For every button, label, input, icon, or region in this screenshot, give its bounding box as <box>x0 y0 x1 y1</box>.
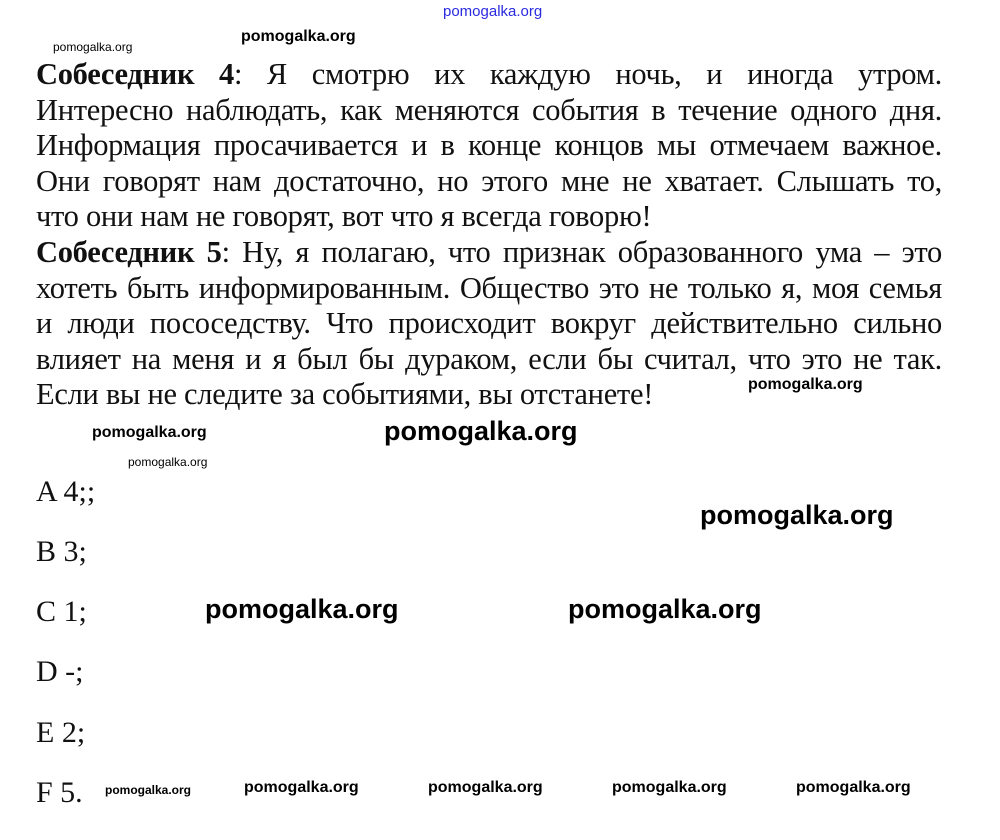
dialogue-text <box>36 57 942 413</box>
watermark: pomogalka.org <box>105 783 192 797</box>
watermark: pomogalka.org <box>428 779 543 796</box>
watermark: pomogalka.org <box>92 424 207 441</box>
answer-a: A 4;; <box>36 475 96 508</box>
watermark: pomogalka.org <box>796 779 911 796</box>
paragraph-line: что они нам не говорят, вот что я всегда говорю! <box>36 199 652 234</box>
paragraph-line: влияет на меня и я был бы дураком, если бы считал, что это не так. <box>36 341 942 376</box>
watermark: pomogalka.org <box>205 594 399 624</box>
paragraph-line: и люди пососедству. Что происходит вокруг действительно сильно <box>36 306 942 341</box>
watermark: pomogalka.org <box>53 40 133 54</box>
watermark: pomogalka.org <box>700 500 894 530</box>
watermark: pomogalka.org <box>612 779 727 796</box>
watermark: pomogalka.org <box>244 779 359 796</box>
watermark: pomogalka.org <box>748 376 863 393</box>
speaker-4-label: Собеседник 4 <box>36 57 234 91</box>
answer-b: B 3; <box>36 535 87 568</box>
paragraph-line: Собеседник 5: Ну, я полагаю, что признак образованного ума – это <box>36 234 942 269</box>
answer-c: C 1; <box>36 595 87 628</box>
paragraph-line: хотеть быть информированным. Общество это не только я, моя семья <box>36 270 942 305</box>
paragraph-line: Интересно наблюдать, как меняются события в течение одного дня. <box>36 92 942 127</box>
speaker-5-label: Собеседник 5 <box>36 234 222 269</box>
paragraph-line: Информация просачивается и в конце концов мы отмечаем важное. <box>36 128 942 163</box>
paragraph-line: Собеседник 4: Я смотрю их каждую ночь, и иногда утром. <box>36 57 942 91</box>
answer-d: D -; <box>36 655 84 688</box>
answer-f: F 5. <box>36 776 83 809</box>
watermark-top: pomogalka.org <box>443 3 543 20</box>
watermark: pomogalka.org <box>568 594 762 624</box>
watermark: pomogalka.org <box>128 455 208 469</box>
watermark: pomogalka.org <box>241 28 356 45</box>
paragraph-line: Если вы не следите за событиями, вы отстанете! <box>36 377 654 412</box>
watermark: pomogalka.org <box>384 416 578 446</box>
answer-e: E 2; <box>36 716 86 749</box>
paragraph-line: Они говорят нам достаточно, но этого мне не хватает. Слышать то, <box>36 163 942 198</box>
